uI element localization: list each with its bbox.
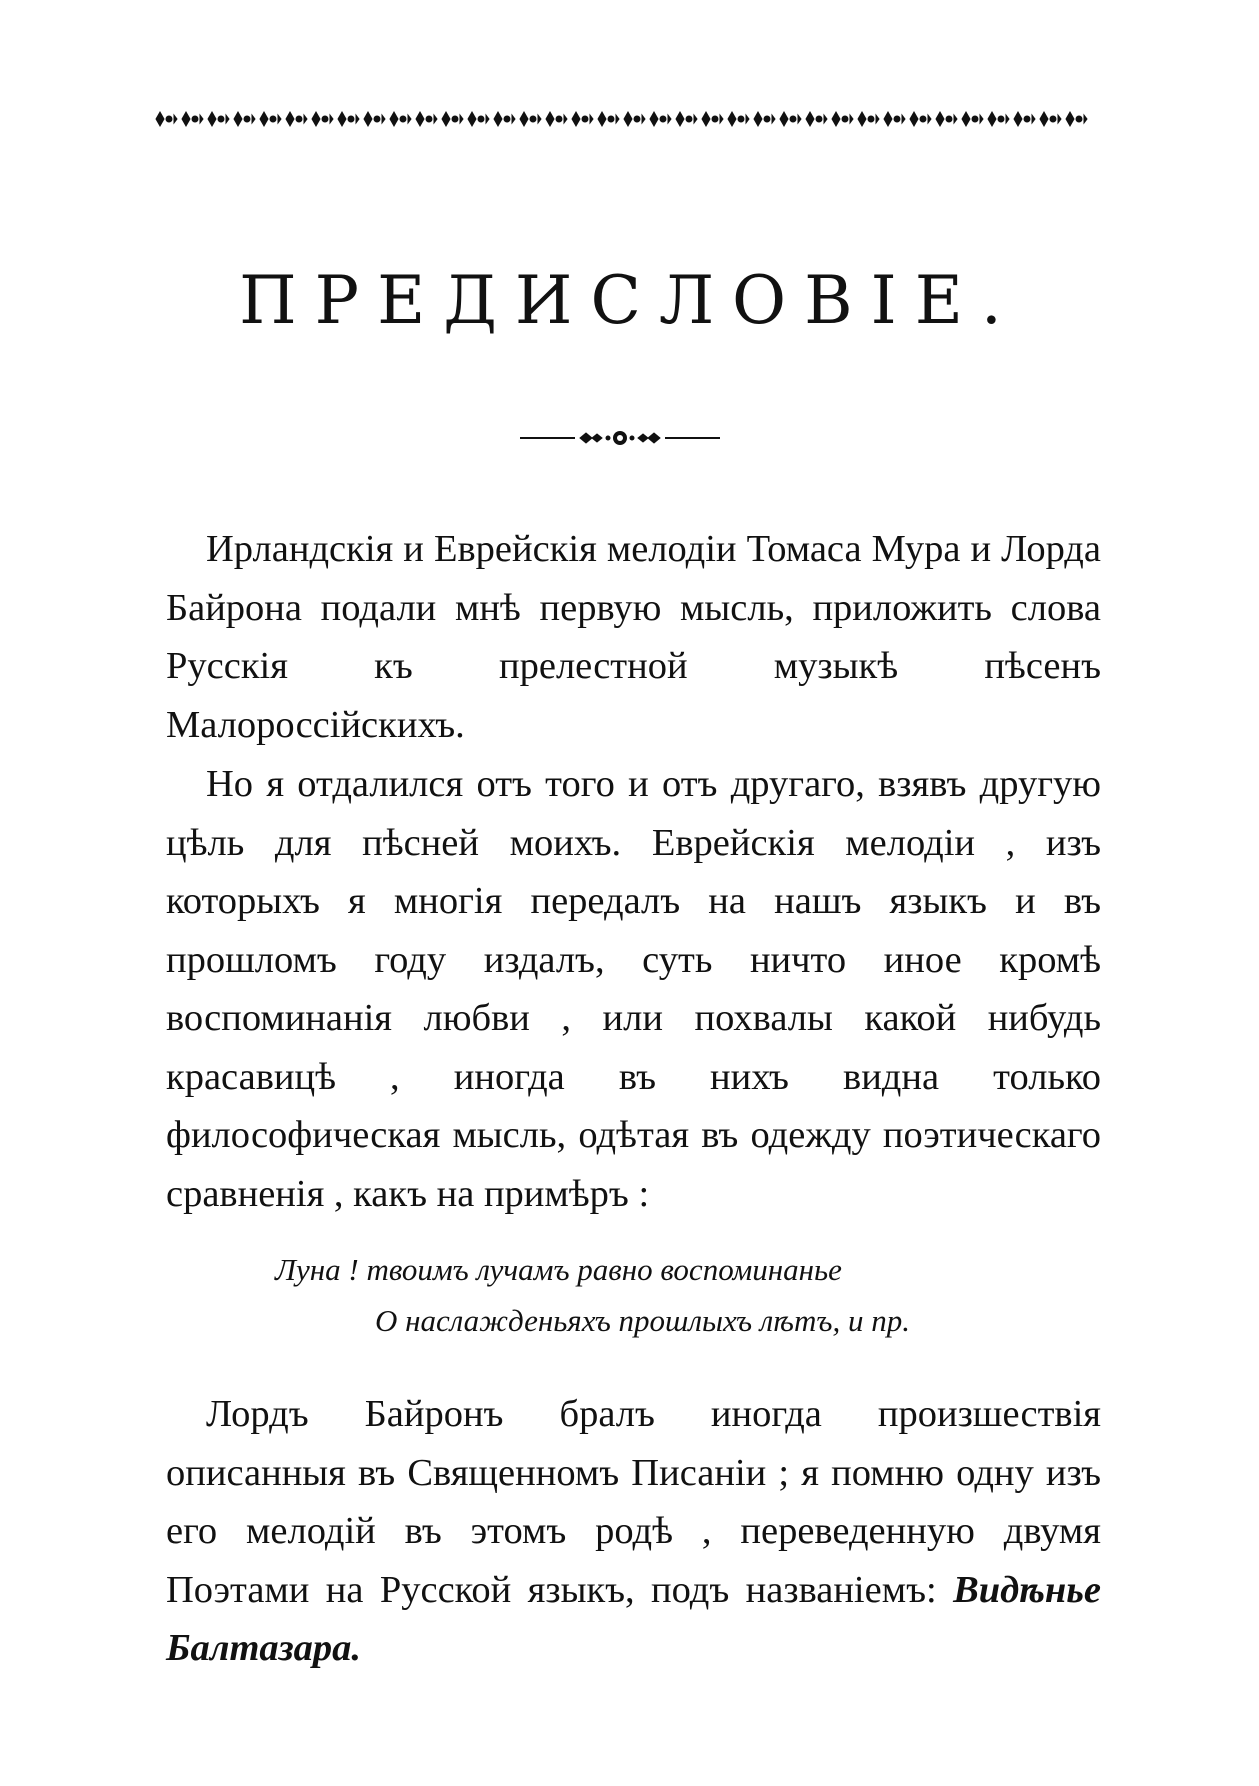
ornament-motif [988, 112, 1009, 126]
ornament-motif [546, 112, 567, 126]
paragraph-byron [166, 1385, 1101, 1678]
ornament-motif [832, 112, 853, 126]
ornament-motif [364, 112, 385, 126]
ornament-motif [598, 112, 619, 126]
ornament-motif [234, 112, 255, 126]
ornament-motif [936, 112, 957, 126]
ornament-motif [754, 112, 775, 126]
ornament-motif [260, 112, 281, 126]
ornament-motif [468, 112, 489, 126]
ornament-motif [702, 112, 723, 126]
ornament-motif [728, 112, 749, 126]
ornament-motif [858, 112, 879, 126]
ornament-motif [182, 112, 203, 126]
ornament-motif [312, 112, 333, 126]
ornament-motif [650, 112, 671, 126]
ornament-motif [572, 112, 593, 126]
ornament-motif [676, 112, 697, 126]
ornament-motif [416, 112, 437, 126]
ornament-motif [780, 112, 801, 126]
ornament-motif [910, 112, 931, 126]
ornament-motif [494, 112, 515, 126]
ornament-motif [1014, 112, 1035, 126]
ornament-motif [156, 112, 177, 126]
paragraph-byron-text: Лордъ Байронъ бралъ иногда произшествія описанныя въ Священномъ Писаніи ; я помню одну изъ его мелодій въ этомъ родѣ , переведенную двумя Поэтами на Русской языкъ, подъ названіемъ: [166, 1393, 1101, 1611]
paragraph-melodies: Ирландскія и Еврейскія мелодіи Томаса Мура и Лорда Байрона подали мнѣ первую мысль, приложить слова Русскія къ прелестной музыкѣ пѣсенъ Малороссійскихъ. [166, 528, 1101, 746]
ornament-motif [520, 112, 541, 126]
title-divider-ornament [520, 426, 720, 450]
ornament-motif [624, 112, 645, 126]
ornament-motif [390, 112, 411, 126]
ornament-motif [208, 112, 229, 126]
ornament-motif [962, 112, 983, 126]
ornament-motif [286, 112, 307, 126]
verse-quote [275, 1244, 1095, 1346]
poem-title-balthazar: Видѣнье Балтазара. [166, 1568, 1101, 1669]
paragraph-departure: Но я отдалился отъ того и отъ другаго, взявъ другую цѣль для пѣсней моихъ. Еврейскія мелодіи , изъ которыхъ я многія передалъ на нашъ языкъ и въ прошломъ году издалъ, суть ничто иное кромѣ воспоминанія любви , или похвалы какой нибудь красавицѣ , иногда въ нихъ видна только философическая мысль, одѣтая въ одежду поэтическаго сравненія , какъ на примѣръ : [166, 763, 1101, 1215]
verse-line-2: О наслажденьяхъ прошлыхъ лѣтъ, и пр. [375, 1303, 910, 1338]
ornament-motif [1066, 112, 1087, 126]
ornament-motif [1040, 112, 1061, 126]
verse-line-1: Луна ! твоимъ лучамъ равно воспоминанье [275, 1252, 842, 1287]
ornament-motif [442, 112, 463, 126]
page-title: ПРЕДИСЛОВІЕ. [239, 262, 1020, 339]
ornament-motif [884, 112, 905, 126]
ornament-motif [338, 112, 359, 126]
ornament-motif [806, 112, 827, 126]
top-ornament-border [150, 104, 1090, 134]
